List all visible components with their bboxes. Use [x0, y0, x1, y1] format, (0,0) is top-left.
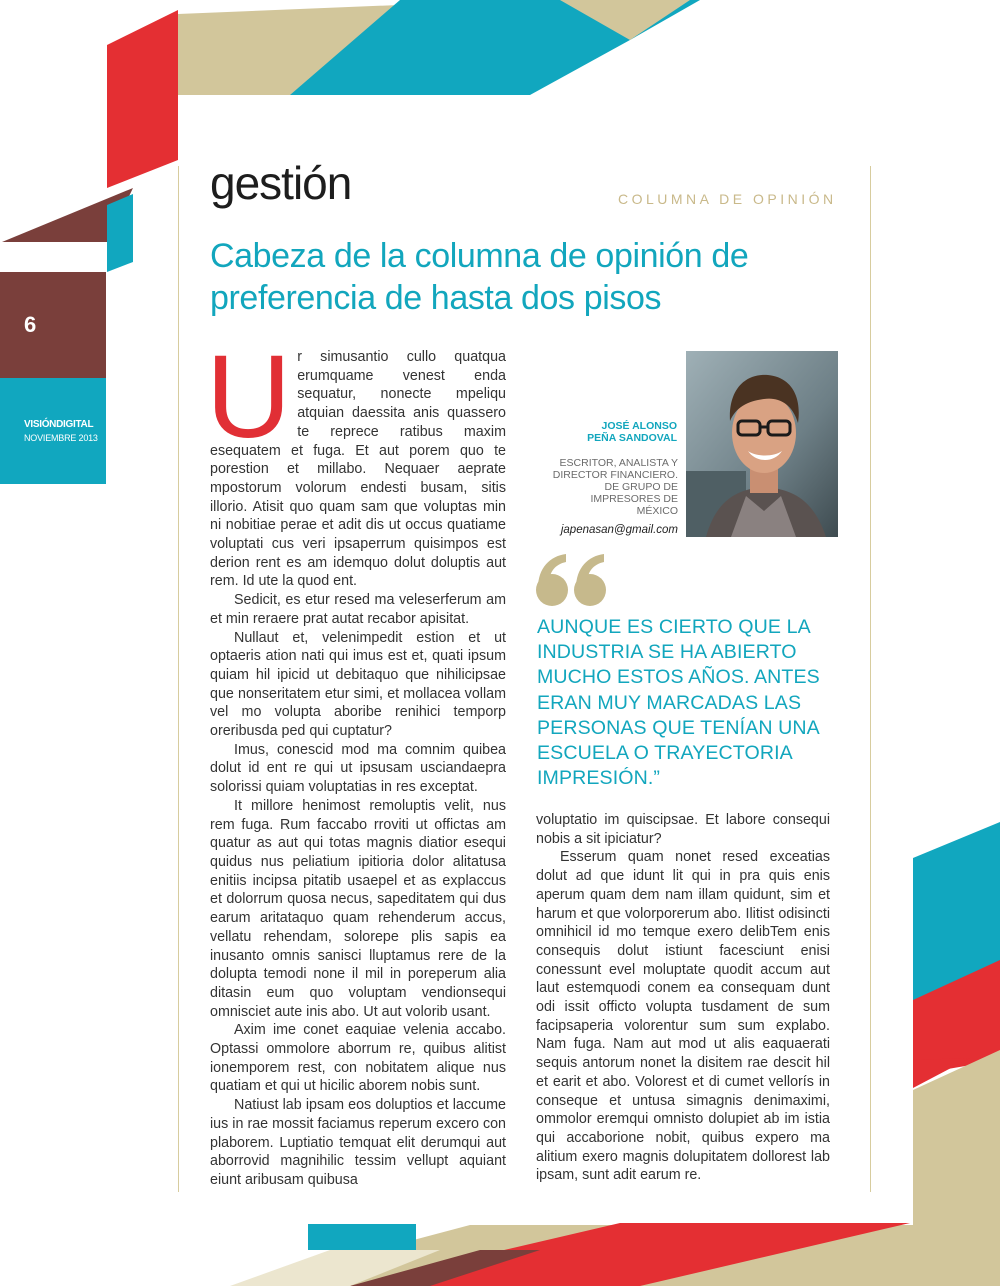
author-role-line: DIRECTOR FINANCIERO.	[552, 469, 678, 481]
pull-quote: AUNQUE ES CIERTO QUE LA INDUSTRIA SE HA ABIERTO MUCHO ESTOS AÑOS. ANTES ERAN MUY MARCADAS LAS PERSONAS QUE TENÍAN UNA ESCUELA O TRAYECTORIA IMPRESIÓN.”	[537, 616, 820, 790]
paragraph: voluptatio im quiscipsae. Et labore consequi nobis a sit ipiciatur?	[536, 812, 830, 847]
paragraph: Axim ime conet eaquiae velenia accabo. Optassi ommolore aborrum re, quibus alitist ionemporem rest, con nobitatem alique nus quatiam et qui ut hicilic aborem nobis sunt.	[210, 1022, 506, 1095]
kicker: COLUMNA DE OPINIÓN	[618, 191, 837, 207]
page-number: 6	[24, 312, 37, 337]
paragraph-text: r simusantio cullo quatqua erumquame venest enda sequatur, nonecte mpeliqu atquian daessita anis quassero te reprece ratibus maxim esequatem et fuga. Et aut porem quo te porestion et millabo. Nequaer aeprate mpostorum volorum endesti busam, sitis illorio. Atisit quo quam sam que voluptas min ni nobitiae perae et adit dis ut occus quatiame voluptati cus veri ipsaperrum quisimpos est derion rent es am idemquo dolut doluptis aut rem. Id ute la quod ent.	[210, 349, 506, 590]
magazine-block	[0, 378, 106, 484]
paragraph: Imus, conescid mod ma comnim quibea dolut id ent re qui ut ipsusam usciandaepra solorissi quiam voluptatias in res exceptat.	[210, 741, 506, 796]
author-photo	[686, 351, 838, 537]
issue-date: NOVIEMBRE 2013	[24, 433, 98, 443]
author-name	[540, 420, 677, 444]
deco-teal-wedge-left	[107, 194, 133, 272]
paragraph: Esserum quam nonet resed exceatias dolut ad que idunt lit qui in pra quis enis aperum quam dem nam illam quidunt, sim et harum et que volorporerum abo. Ilitist odisincti omnihicil id mo temque exero delibTem enis consequis dolut istiunt facesciunt enisi conessunt evel moluptate quodit accum aut laut estemquodi conem ea consequam dunt odi issit officto volupta tusdament de sum facipsaperia volorentur sum sum explabo. Nam fuga. Nam aut mod ut alis eaquaerati sequis antorum nonet la disitem rae descit hil et earit et abo. Volorest et di cumet vellorís in conseque et untusa simagnis denimaximi, ommolor eremqui omnisto dolupiet ab im istia qui accaborione nobit, quibus expero ma alitium exero magnis dolupitatem dollorest lab ipsam, sunt adit earum re.	[536, 849, 830, 1184]
page-number-block	[0, 272, 106, 378]
author-name-line: PEÑA SANDOVAL	[587, 432, 677, 444]
deco-teal-bottom	[308, 1224, 416, 1250]
author-role-line: IMPRESORES DE	[590, 493, 678, 505]
author-name-line: JOSÉ ALONSO	[601, 420, 677, 432]
author-email: japenasan@gmail.com	[560, 524, 678, 536]
left-rule	[178, 166, 179, 1192]
paragraph: Nullaut et, velenimpedit estion et ut optaeris ation nati qui imus est et, quati ipsum quiam hil ipicid ut debitaquo que nihilicipsae que nonseritatem etur simi, et mollacea vollam vel mo volupta aboribe renihici temporp oreribusda ped qui cuptatur?	[210, 629, 506, 740]
author-role	[530, 457, 678, 517]
right-rule	[870, 166, 871, 1192]
paragraph	[206, 331, 506, 591]
author-role-line: MÉXICO	[636, 505, 678, 517]
paragraph: Sedicit, es etur resed ma veleserferum am et min reraere prat autat recabor apisitat.	[210, 592, 506, 627]
quote-mark-icon	[536, 552, 610, 608]
magazine-name: VISIÓNDIGITAL	[24, 419, 94, 430]
paragraph: Natiust lab ipsam eos doluptios et laccume ius in rae mossit faciamus reperum excero con plaborem. Luptiatio temquat elit derumqui aut aborrovid magnihilic tessim vellupt aquiant eiunt aribusam quibusa	[210, 1097, 506, 1188]
author-role-line: DE GRUPO DE	[604, 481, 678, 493]
author-role-line: ESCRITOR, ANALISTA Y	[559, 457, 678, 469]
headline: Cabeza de la columna de opinión de preferencia de hasta dos pisos	[210, 237, 749, 317]
deco-red-band-top	[107, 10, 178, 188]
section-title: gestión	[210, 157, 352, 209]
author-portrait-illustration	[686, 351, 838, 537]
drop-cap: U	[206, 331, 292, 463]
body-column-2	[536, 811, 830, 1185]
paragraph: It millore henimost remoluptis velit, nus rem fuga. Rum faccabo rroviti ut offictas am quatur as aut qui totas magnis diatior esequi quidus nus peliatium ipitioria dolor alitatusa enitiis incipsa pitatib usaepel et as explaccus et dolorrum quosa necus, sapeditatem qui dus earum aritataquo quam rehenderum accus, vellatu rehendam, solorepe plis sapis ea inusanto omnis sanisci lluptamus rere de la dolupta temodi none il mil in poreperum alia ditasin eum quo voluptam vendionsequi omnisciet aute inis abo. Ut aut volorib usant.	[210, 797, 506, 1020]
body-column-1	[206, 331, 506, 1190]
